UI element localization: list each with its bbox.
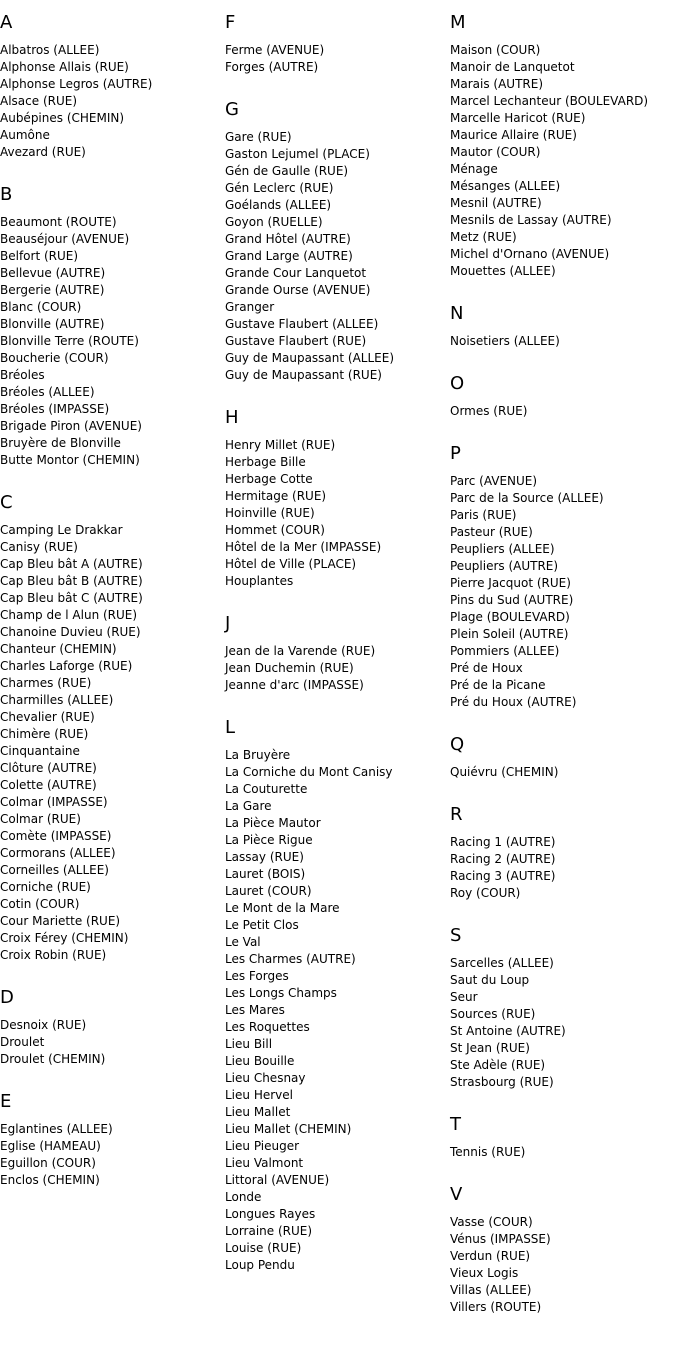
letter-group-v (450, 1184, 675, 1314)
street-list-item[interactable]: La Couturette (225, 782, 308, 796)
letter-heading: F (225, 12, 236, 33)
street-list-item[interactable]: La Pièce Mautor (225, 816, 321, 830)
street-list-item[interactable]: Vasse (COUR) (450, 1215, 533, 1229)
street-list (450, 1214, 551, 1316)
street-list-item[interactable]: Jeanne d'arc (IMPASSE) (225, 678, 364, 692)
letter-heading: G (225, 99, 239, 120)
street-list-item[interactable]: Quiévru (CHEMIN) (450, 765, 559, 779)
street-list-item[interactable]: Michel d'Ornano (AVENUE) (450, 247, 610, 261)
street-list-item[interactable]: Pins du Sud (AUTRE) (450, 593, 574, 607)
street-list-item[interactable]: Charmes (RUE) (0, 676, 92, 690)
street-list-item[interactable]: Strasbourg (RUE) (450, 1075, 554, 1089)
street-list-item[interactable]: Hommet (COUR) (225, 523, 325, 537)
street-list-item[interactable]: Corniche (RUE) (0, 880, 91, 894)
street-list-item[interactable]: St Antoine (AUTRE) (450, 1024, 566, 1038)
letter-heading: M (450, 12, 466, 33)
street-list-item[interactable]: Blonville Terre (ROUTE) (0, 334, 139, 348)
street-list (450, 764, 558, 781)
street-list-item[interactable]: Cinquantaine (0, 744, 80, 758)
street-list-item[interactable]: Bréoles (IMPASSE) (0, 402, 110, 416)
street-list-item[interactable]: Chanteur (CHEMIN) (0, 642, 117, 656)
letter-group-m (450, 12, 675, 278)
street-list-item[interactable]: Les Longs Champs (225, 986, 337, 1000)
street-list-item[interactable]: Marcel Lechanteur (BOULEVARD) (450, 94, 649, 108)
street-list-item[interactable]: Chanoine Duvieu (RUE) (0, 625, 141, 639)
street-list-item[interactable]: Alsace (RUE) (0, 94, 78, 108)
street-list-item[interactable]: Hoinville (RUE) (225, 506, 315, 520)
street-list-item[interactable]: Bréoles (0, 368, 45, 382)
street-list-item[interactable]: La Pièce Rigue (225, 833, 313, 847)
street-list-item[interactable]: Butte Montor (CHEMIN) (0, 453, 140, 467)
letter-heading: B (0, 184, 13, 205)
street-list-item[interactable]: Camping Le Drakkar (0, 523, 123, 537)
street-list-item[interactable]: Aubépines (CHEMIN) (0, 111, 125, 125)
letter-heading: E (0, 1091, 12, 1112)
street-list-item[interactable]: Longues Rayes (225, 1207, 316, 1221)
street-list-item[interactable]: Villers (ROUTE) (450, 1300, 542, 1314)
street-list-item[interactable]: Clôture (AUTRE) (0, 761, 97, 775)
street-list-item[interactable]: Littoral (AVENUE) (225, 1173, 330, 1187)
street-list-item[interactable]: Comète (IMPASSE) (0, 829, 112, 843)
street-list-item[interactable]: Henry Millet (RUE) (225, 438, 336, 452)
street-list (450, 955, 566, 1091)
street-list-item[interactable]: Verdun (RUE) (450, 1249, 531, 1263)
letter-group-r (450, 804, 675, 900)
letter-group-q (450, 734, 675, 779)
street-list-item[interactable]: Pasteur (RUE) (450, 525, 533, 539)
street-list-item[interactable]: Gustave Flaubert (RUE) (225, 334, 367, 348)
street-list-item[interactable]: Chimère (RUE) (0, 727, 89, 741)
street-list-item[interactable]: Parc de la Source (ALLEE) (450, 491, 604, 505)
letter-group-e (0, 1091, 225, 1187)
letter-group-c (0, 492, 225, 962)
street-list-item[interactable]: Hermitage (RUE) (225, 489, 327, 503)
street-list-item[interactable]: Seur (450, 990, 478, 1004)
street-list-item[interactable]: Le Val (225, 935, 261, 949)
street-list-item[interactable]: Mouettes (ALLEE) (450, 264, 556, 278)
street-list-item[interactable]: Maurice Allaire (RUE) (450, 128, 577, 142)
street-list-item[interactable]: Parc (AVENUE) (450, 474, 538, 488)
street-list-item[interactable]: Ormes (RUE) (450, 404, 528, 418)
street-list-item[interactable]: Gare (RUE) (225, 130, 292, 144)
street-list-item[interactable]: Enclos (CHEMIN) (0, 1173, 100, 1187)
street-list-item[interactable]: Manoir de Lanquetot (450, 60, 575, 74)
street-list-item[interactable]: Lorraine (RUE) (225, 1224, 313, 1238)
street-list-item[interactable]: Saut du Loup (450, 973, 530, 987)
street-list (0, 522, 143, 964)
street-list (225, 129, 394, 384)
street-list-item[interactable]: Lieu Bouille (225, 1054, 295, 1068)
street-list-item[interactable]: Chevalier (RUE) (0, 710, 95, 724)
street-list-item[interactable]: La Bruyère (225, 748, 291, 762)
street-list-item[interactable]: Goélands (ALLEE) (225, 198, 332, 212)
letter-group-a (0, 12, 225, 159)
street-list-item[interactable]: Desnoix (RUE) (0, 1018, 87, 1032)
street-list-item[interactable]: Avezard (RUE) (0, 145, 86, 159)
street-list-item[interactable]: St Jean (RUE) (450, 1041, 530, 1055)
street-list-item[interactable]: Grande Cour Lanquetot (225, 266, 367, 280)
street-list-item[interactable]: Plage (BOULEVARD) (450, 610, 570, 624)
letter-group-d (0, 987, 225, 1066)
street-list (0, 1121, 113, 1189)
street-list-item[interactable]: Croix Férey (CHEMIN) (0, 931, 129, 945)
street-list (0, 214, 142, 469)
street-list (450, 473, 604, 711)
letter-heading: L (225, 717, 236, 738)
street-list-item[interactable]: Metz (RUE) (450, 230, 517, 244)
street-list (0, 42, 152, 161)
street-list-item[interactable]: Cour Mariette (RUE) (0, 914, 121, 928)
street-list-item[interactable]: Herbage Bille (225, 455, 306, 469)
letter-group-j (225, 613, 450, 692)
street-list-item[interactable]: Grand Large (AUTRE) (225, 249, 353, 263)
street-list-item[interactable]: Grande Ourse (AVENUE) (225, 283, 371, 297)
street-list-item[interactable]: Maison (COUR) (450, 43, 541, 57)
letter-heading: S (450, 925, 462, 946)
street-list-item[interactable]: Cap Bleu bât A (AUTRE) (0, 557, 143, 571)
street-list-item[interactable]: Charles Laforge (RUE) (0, 659, 133, 673)
street-list-item[interactable]: Goyon (RUELLE) (225, 215, 323, 229)
street-list-item[interactable]: La Gare (225, 799, 272, 813)
street-list-item[interactable]: Ste Adèle (RUE) (450, 1058, 546, 1072)
street-list-item[interactable]: Paris (RUE) (450, 508, 517, 522)
street-list-item[interactable]: Le Mont de la Mare (225, 901, 340, 915)
letter-group-b (0, 184, 225, 467)
street-list-item[interactable]: Blonville (AUTRE) (0, 317, 105, 331)
street-list-item[interactable]: Boucherie (COUR) (0, 351, 109, 365)
street-list-item[interactable]: Les Mares (225, 1003, 285, 1017)
letter-group-h (225, 407, 450, 588)
street-list-item[interactable]: Droulet (0, 1035, 45, 1049)
street-list-item[interactable]: Belfort (RUE) (0, 249, 79, 263)
street-list-item[interactable]: Blanc (COUR) (0, 300, 82, 314)
street-list-item[interactable]: Alphonse Allais (RUE) (0, 60, 129, 74)
street-list-item[interactable]: Hôtel de la Mer (IMPASSE) (225, 540, 382, 554)
letter-group-s (450, 925, 675, 1089)
street-list-item[interactable]: Houplantes (225, 574, 294, 588)
street-list-item[interactable]: Colmar (RUE) (0, 812, 81, 826)
street-list-item[interactable]: Pré du Houx (AUTRE) (450, 695, 577, 709)
letter-heading: V (450, 1184, 463, 1205)
street-list-item[interactable]: Lieu Chesnay (225, 1071, 306, 1085)
street-list-item[interactable]: Vieux Logis (450, 1266, 519, 1280)
street-list-item[interactable]: Lauret (COUR) (225, 884, 312, 898)
street-list-item[interactable]: Gustave Flaubert (ALLEE) (225, 317, 379, 331)
letter-heading: N (450, 303, 464, 324)
street-list-item[interactable]: Lieu Pieuger (225, 1139, 300, 1153)
street-list-item[interactable]: Bréoles (ALLEE) (0, 385, 95, 399)
street-list-item[interactable]: Bergerie (AUTRE) (0, 283, 105, 297)
street-list-item[interactable]: Lauret (BOIS) (225, 867, 306, 881)
street-list-item[interactable]: Mautor (COUR) (450, 145, 541, 159)
street-list-item[interactable]: Racing 1 (AUTRE) (450, 835, 556, 849)
letter-heading: A (0, 12, 13, 33)
street-list-item[interactable]: Lieu Bill (225, 1037, 273, 1051)
street-list-item[interactable]: Colette (AUTRE) (0, 778, 97, 792)
letter-group-p (450, 443, 675, 709)
street-list-item[interactable]: Cap Bleu bât B (AUTRE) (0, 574, 143, 588)
street-list-item[interactable]: Charmilles (ALLEE) (0, 693, 114, 707)
street-list-item[interactable]: Peupliers (ALLEE) (450, 542, 555, 556)
street-list-item[interactable]: Marais (AUTRE) (450, 77, 543, 91)
letter-heading: P (450, 443, 461, 464)
street-list-item[interactable]: Louise (RUE) (225, 1241, 302, 1255)
street-list-item[interactable]: Guy de Maupassant (RUE) (225, 368, 382, 382)
street-list-item[interactable]: Bruyère de Blonville (0, 436, 121, 450)
street-list-item[interactable]: Pré de la Picane (450, 678, 546, 692)
street-list (225, 437, 381, 590)
street-list-item[interactable]: Ménage (450, 162, 498, 176)
street-list-item[interactable]: Pierre Jacquot (RUE) (450, 576, 571, 590)
street-list-item[interactable]: Plein Soleil (AUTRE) (450, 627, 569, 641)
street-list-item[interactable]: Jean de la Varende (RUE) (225, 644, 376, 658)
street-list-item[interactable]: Canisy (RUE) (0, 540, 78, 554)
street-list-item[interactable]: Vénus (IMPASSE) (450, 1232, 551, 1246)
street-list-item[interactable]: Beauséjour (AVENUE) (0, 232, 130, 246)
letter-group-n (450, 303, 675, 348)
street-list-item[interactable]: Brigade Piron (AVENUE) (0, 419, 142, 433)
street-list (450, 834, 555, 902)
street-list-item[interactable]: Lieu Mallet (CHEMIN) (225, 1122, 352, 1136)
street-list-item[interactable]: Racing 3 (AUTRE) (450, 869, 556, 883)
street-list-item[interactable]: Les Forges (225, 969, 289, 983)
street-list-item[interactable]: Lassay (RUE) (225, 850, 304, 864)
street-list-item[interactable]: Corneilles (ALLEE) (0, 863, 109, 877)
street-list (450, 333, 560, 350)
street-list-item[interactable]: Eglise (HAMEAU) (0, 1139, 101, 1153)
letter-group-l (225, 717, 450, 1272)
letter-group-f (225, 12, 450, 74)
street-list-item[interactable]: Peupliers (AUTRE) (450, 559, 559, 573)
street-list-item[interactable]: Marcelle Haricot (RUE) (450, 111, 586, 125)
street-list-item[interactable]: Sources (RUE) (450, 1007, 536, 1021)
street-list-item[interactable]: Albatros (ALLEE) (0, 43, 100, 57)
street-list-item[interactable]: Mésanges (ALLEE) (450, 179, 561, 193)
street-list (0, 1017, 105, 1068)
street-list-item[interactable]: Granger (225, 300, 275, 314)
street-list-item[interactable]: Jean Duchemin (RUE) (225, 661, 354, 675)
letter-group-t (450, 1114, 675, 1159)
street-list-item[interactable]: Lieu Valmont (225, 1156, 304, 1170)
street-list (450, 403, 527, 420)
street-list-item[interactable]: Tennis (RUE) (450, 1145, 526, 1159)
street-list-item[interactable]: Forges (AUTRE) (225, 60, 319, 74)
street-list-item[interactable]: Cotin (COUR) (0, 897, 80, 911)
street-list-item[interactable]: Les Charmes (AUTRE) (225, 952, 356, 966)
street-list-item[interactable]: Bellevue (AUTRE) (0, 266, 106, 280)
street-list-item[interactable]: Herbage Cotte (225, 472, 313, 486)
street-list-item[interactable]: Colmar (IMPASSE) (0, 795, 108, 809)
street-list (225, 42, 324, 76)
letter-heading: R (450, 804, 463, 825)
letter-group-o (450, 373, 675, 418)
letter-heading: H (225, 407, 239, 428)
street-list-item[interactable]: Ferme (AVENUE) (225, 43, 325, 57)
street-list-item[interactable]: Eglantines (ALLEE) (0, 1122, 113, 1136)
street-list-item[interactable]: Cormorans (ALLEE) (0, 846, 116, 860)
street-list-item[interactable]: Noisetiers (ALLEE) (450, 334, 560, 348)
street-list-item[interactable]: Les Roquettes (225, 1020, 310, 1034)
letter-heading: C (0, 492, 13, 513)
street-list (450, 1144, 525, 1161)
street-list-item[interactable]: Pré de Houx (450, 661, 523, 675)
street-list-item[interactable]: Gén de Gaulle (RUE) (225, 164, 349, 178)
street-list-item[interactable]: Gaston Lejumel (PLACE) (225, 147, 370, 161)
letter-heading: Q (450, 734, 465, 755)
street-list-item[interactable]: Le Petit Clos (225, 918, 299, 932)
street-list-item[interactable]: Sarcelles (ALLEE) (450, 956, 554, 970)
street-list-item[interactable]: La Corniche du Mont Canisy (225, 765, 393, 779)
street-list-item[interactable]: Hôtel de Ville (PLACE) (225, 557, 357, 571)
letter-heading: T (450, 1114, 461, 1135)
letter-heading: O (450, 373, 465, 394)
street-list-item[interactable]: Roy (COUR) (450, 886, 521, 900)
street-list-item[interactable]: Mesnils de Lassay (AUTRE) (450, 213, 612, 227)
street-list-item[interactable]: Lieu Hervel (225, 1088, 293, 1102)
street-list-item[interactable]: Cap Bleu bât C (AUTRE) (0, 591, 143, 605)
street-list-item[interactable]: Mesnil (AUTRE) (450, 196, 542, 210)
street-list-item[interactable]: Pommiers (ALLEE) (450, 644, 560, 658)
street-list-item[interactable]: Aumône (0, 128, 50, 142)
street-list-item[interactable]: Londe (225, 1190, 262, 1204)
street-list (225, 643, 375, 694)
street-list (450, 42, 648, 280)
street-list-item[interactable]: Beaumont (ROUTE) (0, 215, 117, 229)
street-list-item[interactable]: Droulet (CHEMIN) (0, 1052, 106, 1066)
letter-heading: D (0, 987, 14, 1008)
street-list-item[interactable]: Villas (ALLEE) (450, 1283, 532, 1297)
street-list-item[interactable]: Racing 2 (AUTRE) (450, 852, 556, 866)
letter-group-g (225, 99, 450, 382)
street-list-item[interactable]: Croix Robin (RUE) (0, 948, 107, 962)
street-list-item[interactable]: Loup Pendu (225, 1258, 295, 1272)
street-list-item[interactable]: Alphonse Legros (AUTRE) (0, 77, 153, 91)
street-list-item[interactable]: Lieu Mallet (225, 1105, 291, 1119)
street-list-item[interactable]: Gén Leclerc (RUE) (225, 181, 334, 195)
street-list (225, 747, 393, 1274)
street-list-item[interactable]: Grand Hôtel (AUTRE) (225, 232, 351, 246)
street-list-item[interactable]: Eguillon (COUR) (0, 1156, 96, 1170)
letter-heading: J (225, 613, 231, 634)
street-list-item[interactable]: Champ de l Alun (RUE) (0, 608, 138, 622)
street-list-item[interactable]: Guy de Maupassant (ALLEE) (225, 351, 395, 365)
